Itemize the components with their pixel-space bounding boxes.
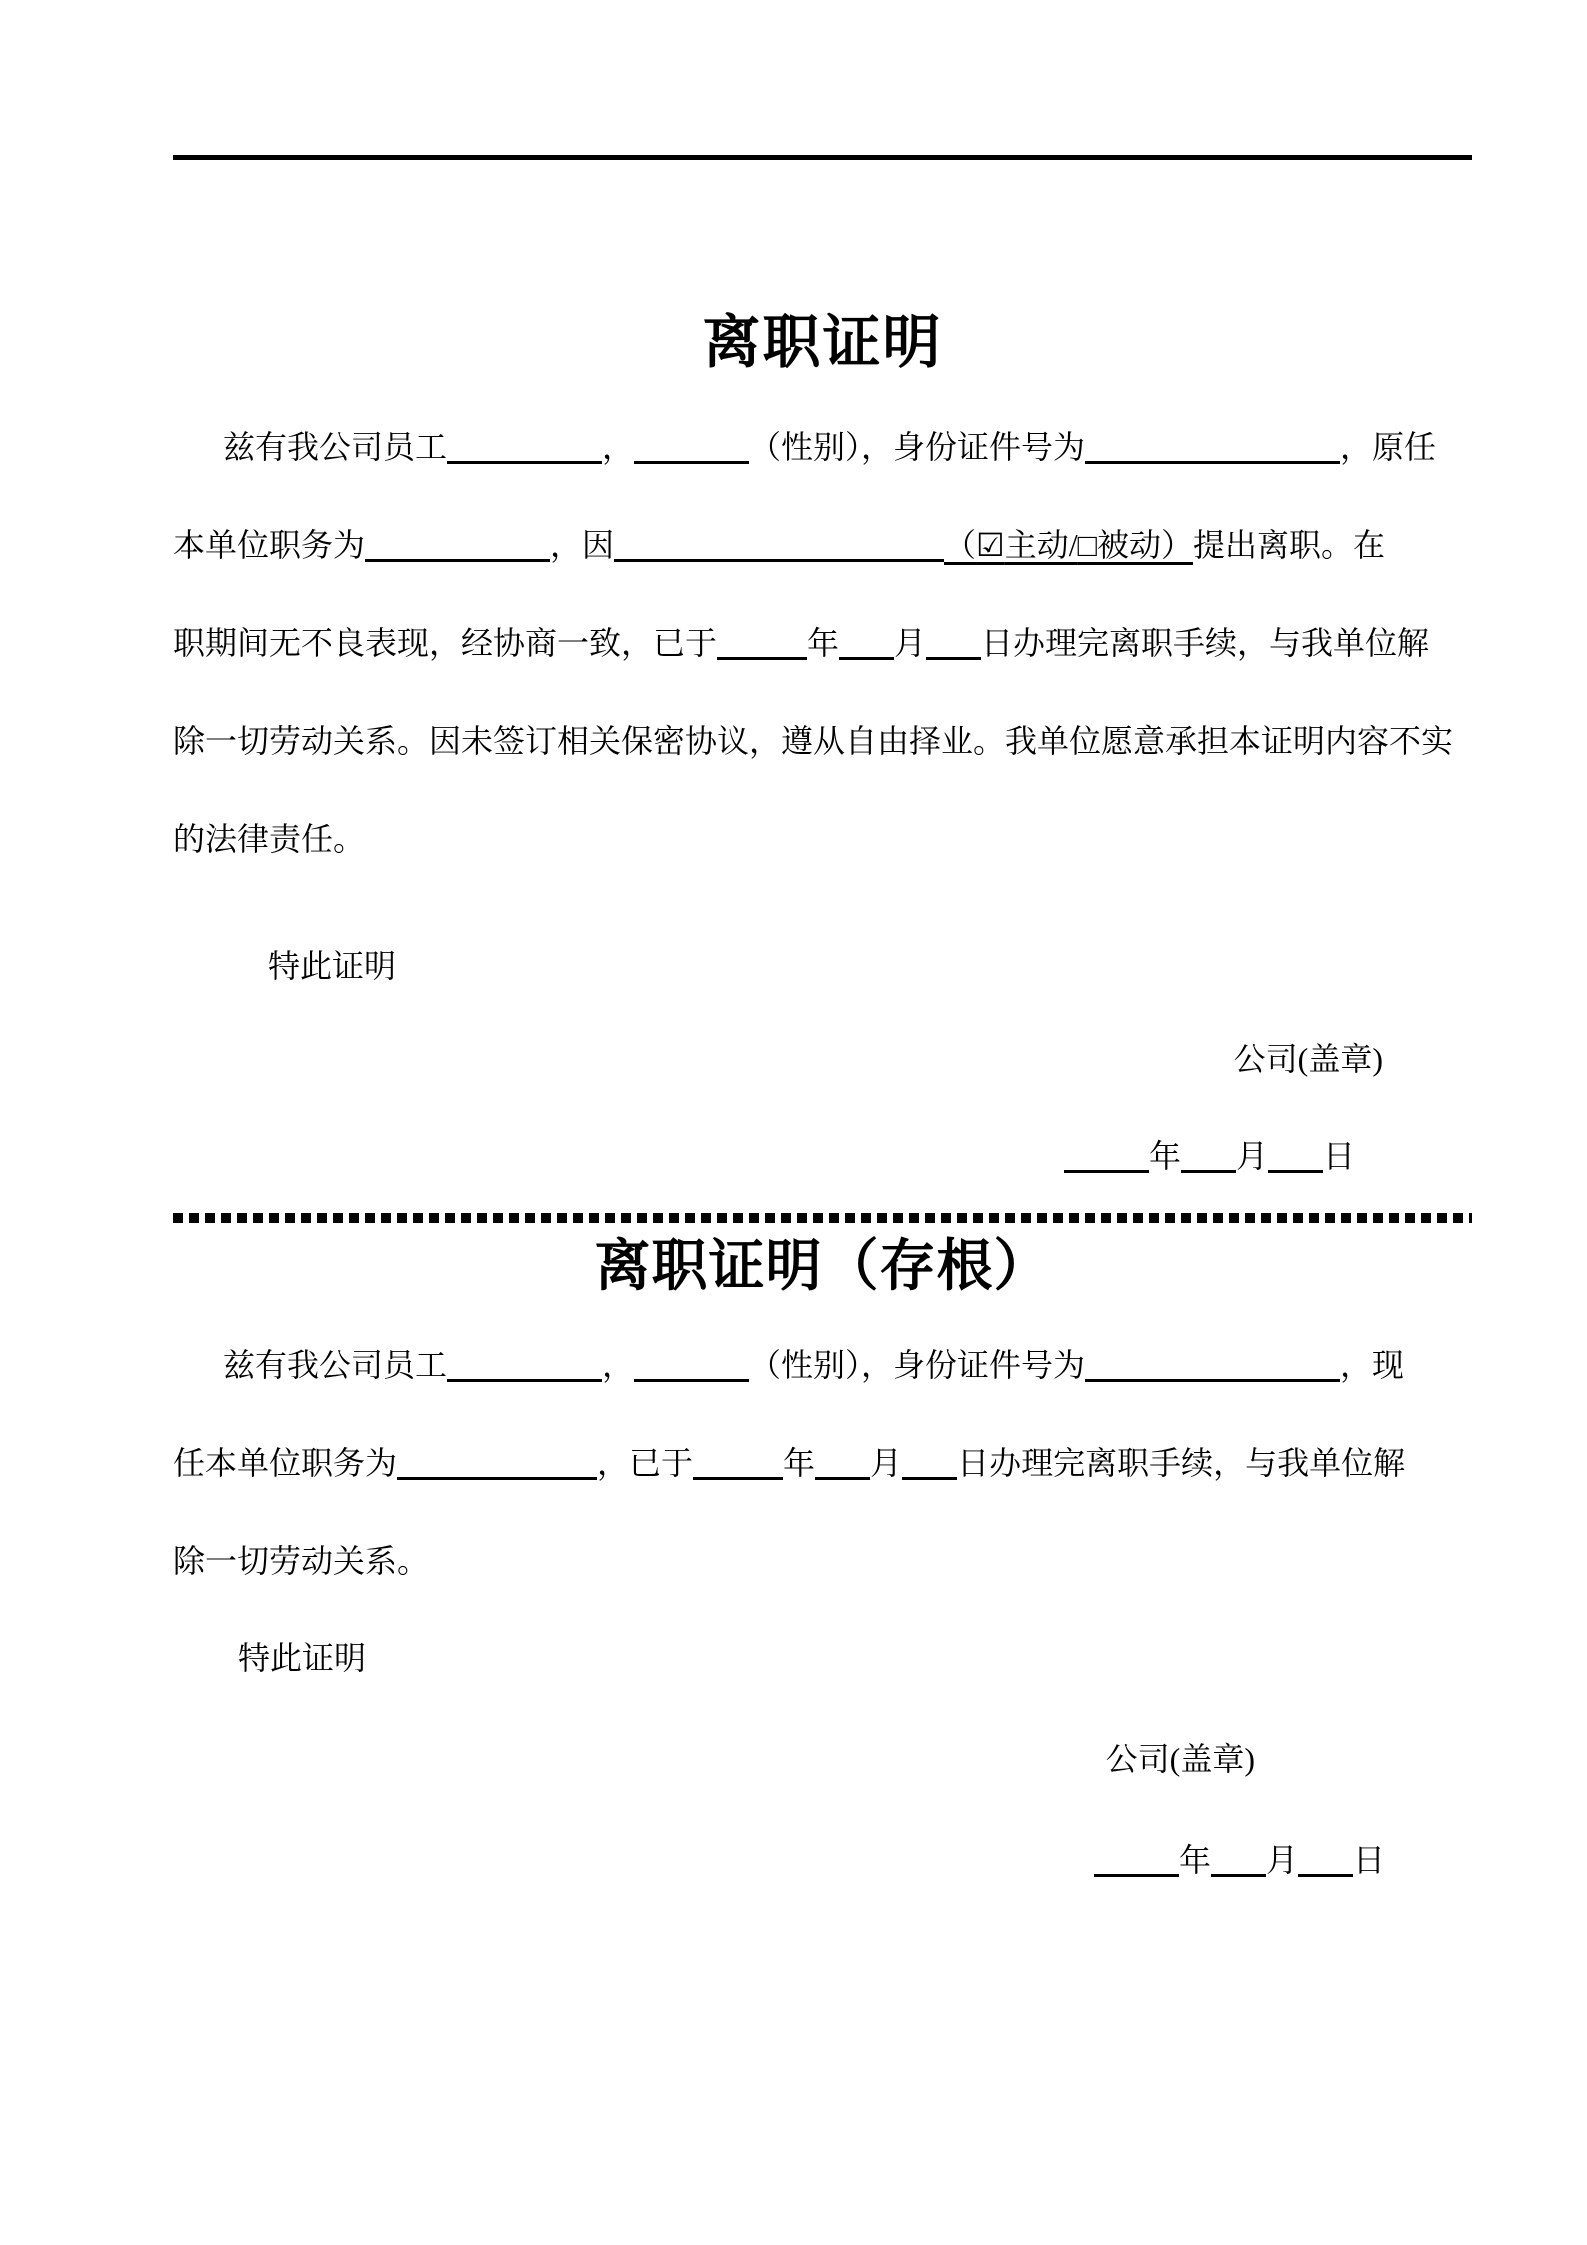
text-run: ， — [602, 1347, 635, 1383]
text-run: 职期间无不良表现，经协商一致，已于 — [173, 625, 718, 661]
stub-section — [173, 1236, 1472, 1904]
dashed-tearoff-divider — [173, 1213, 1472, 1223]
text-run: 任本单位职务为 — [173, 1445, 398, 1481]
day-blank — [902, 1445, 957, 1480]
closing-text: 特此证明 — [268, 948, 397, 984]
text-run: 除一切劳动关系。因未签订相关保密协议，遵从自由择业。我单位愿意承担本证明内容不实 — [173, 723, 1454, 759]
text-line — [173, 1112, 1472, 1200]
text-run: 日办理完离职手续，与我单位解 — [957, 1445, 1406, 1481]
signature-date-line — [173, 1816, 1472, 1904]
text-line — [173, 790, 1472, 888]
year-blank — [1064, 1138, 1149, 1173]
text-run: 年 — [1178, 1842, 1211, 1878]
text-line — [173, 692, 1472, 790]
company-stamp-line — [173, 1015, 1472, 1103]
company-stamp-label: 公司(盖章) — [1233, 1041, 1383, 1077]
gender-blank — [634, 429, 749, 464]
text-run: 日 — [1352, 1842, 1385, 1878]
certificate-body — [173, 398, 1472, 888]
text-line — [173, 1316, 1472, 1414]
text-run: （性别），身份证件号为 — [749, 1347, 1086, 1383]
company-stamp-label: 公司(盖章) — [1105, 1741, 1255, 1777]
text-run: 兹有我公司员工 — [223, 429, 448, 465]
day-blank — [1298, 1842, 1353, 1877]
text-run: ，现 — [1340, 1347, 1405, 1383]
text-run: ， — [602, 429, 635, 465]
id-number-blank — [1085, 1347, 1340, 1382]
stub-title: 离职证明（存根） — [594, 1236, 1051, 1298]
text-run: 被动） — [1096, 527, 1193, 563]
employee-name-blank — [447, 429, 602, 464]
text-run: 月 — [1235, 1138, 1268, 1174]
checked-checkbox-icon: ☑ — [976, 527, 1005, 563]
text-run: （ — [944, 527, 977, 563]
stub-body — [173, 1316, 1472, 1610]
day-blank — [926, 625, 981, 660]
text-run: 本单位职务为 — [173, 527, 366, 563]
text-run: ，因 — [550, 527, 615, 563]
closing-text: 特此证明 — [238, 1640, 367, 1676]
text-run: （性别），身份证件号为 — [749, 429, 1086, 465]
closing-line — [173, 922, 1472, 1010]
reason-blank — [614, 527, 944, 562]
text-run: 日 — [1322, 1138, 1355, 1174]
month-blank — [1181, 1138, 1236, 1173]
text-run: ，原任 — [1340, 429, 1437, 465]
year-blank — [717, 625, 807, 660]
closing-line — [173, 1614, 1472, 1702]
text-run: 年 — [1148, 1138, 1181, 1174]
text-line — [173, 594, 1472, 692]
text-line — [173, 1414, 1472, 1512]
month-blank — [1211, 1842, 1266, 1877]
company-stamp-line — [173, 1715, 1472, 1803]
position-blank — [397, 1445, 597, 1480]
text-line — [173, 496, 1472, 594]
text-run: 年 — [807, 625, 840, 661]
certificate-section — [173, 310, 1472, 1200]
signature-date-line — [173, 1112, 1472, 1200]
text-run: 月 — [870, 1445, 903, 1481]
gender-blank — [634, 1347, 749, 1382]
text-run: 月 — [894, 625, 927, 661]
employee-name-blank — [447, 1347, 602, 1382]
top-rule — [173, 155, 1472, 160]
text-run: 主动/ — [1004, 527, 1078, 563]
year-blank — [693, 1445, 783, 1480]
month-blank — [839, 625, 894, 660]
text-run: 提出离职。在 — [1192, 527, 1385, 563]
text-run: 兹有我公司员工 — [223, 1347, 448, 1383]
position-blank — [365, 527, 550, 562]
text-run: 月 — [1265, 1842, 1298, 1878]
certificate-title: 离职证明 — [702, 310, 943, 375]
text-run: 年 — [783, 1445, 816, 1481]
id-number-blank — [1085, 429, 1340, 464]
month-blank — [815, 1445, 870, 1480]
text-line — [173, 1816, 1472, 1904]
text-run: ，已于 — [597, 1445, 694, 1481]
year-blank — [1094, 1842, 1179, 1877]
day-blank — [1268, 1138, 1323, 1173]
text-run: 除一切劳动关系。 — [173, 1543, 430, 1579]
text-line — [173, 1512, 1472, 1610]
unchecked-checkbox-icon: □ — [1077, 527, 1097, 563]
text-line — [173, 398, 1472, 496]
text-run: 日办理完离职手续，与我单位解 — [981, 625, 1430, 661]
text-run: 的法律责任。 — [173, 821, 366, 857]
